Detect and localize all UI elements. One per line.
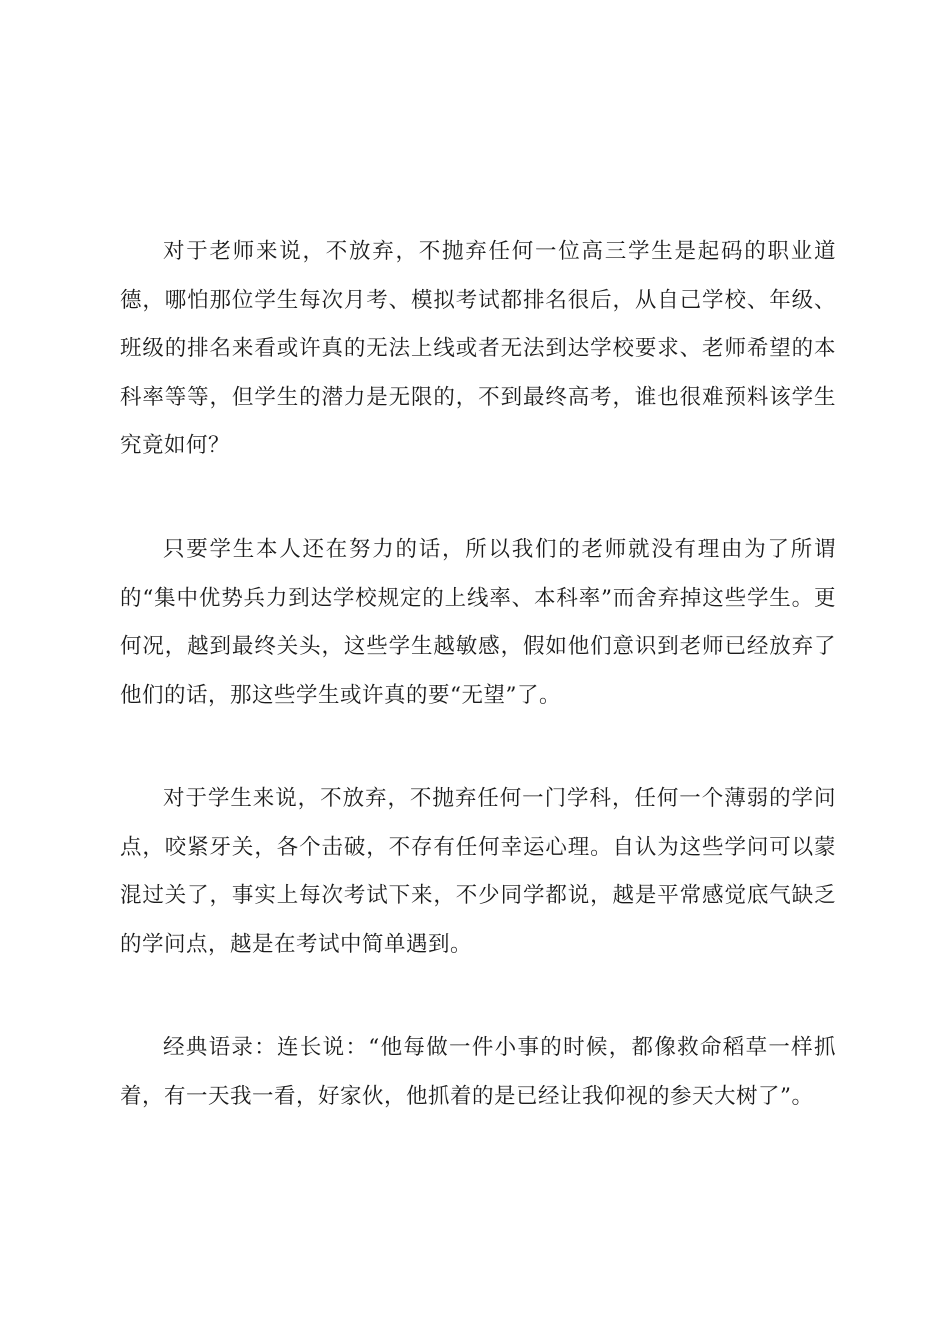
paragraph-student-subjects: 对于学生来说，不放弃，不抛弃任何一门学科，任何一个薄弱的学问点，咬紧牙关，各个击破，不存有任何幸运心理。自认为这些学问可以蒙混过关了，事实上每次考试下来，不少同学都说，越是平常感觉底气缺乏的学问点，越是在考试中简单遇到。 <box>120 786 836 957</box>
paragraph-student-effort: 只要学生本人还在努力的话，所以我们的老师就没有理由为了所谓的“集中优势兵力到达学校规定的上线率、本科率”而舍弃掉这些学生。更何况，越到最终关头，这些学生越敏感，假如他们意识到老师已经放弃了他们的话，那这些学生或许真的要“无望”了。 <box>120 537 836 708</box>
paragraph-classic-quote: 经典语录：连长说：“他每做一件小事的时候，都像救命稻草一样抓着，有一天我一看，好家伙，他抓着的是已经让我仰视的参天大树了”。 <box>120 1035 836 1109</box>
paragraph-teacher-duty: 对于老师来说，不放弃，不抛弃任何一位高三学生是起码的职业道德，哪怕那位学生每次月考、模拟考试都排名很后，从自己学校、年级、班级的排名来看或许真的无法上线或者无法到达学校要求、老师希望的本科率等等，但学生的潜力是无限的，不到最终高考，谁也很难预料该学生究竟如何？ <box>120 239 836 458</box>
